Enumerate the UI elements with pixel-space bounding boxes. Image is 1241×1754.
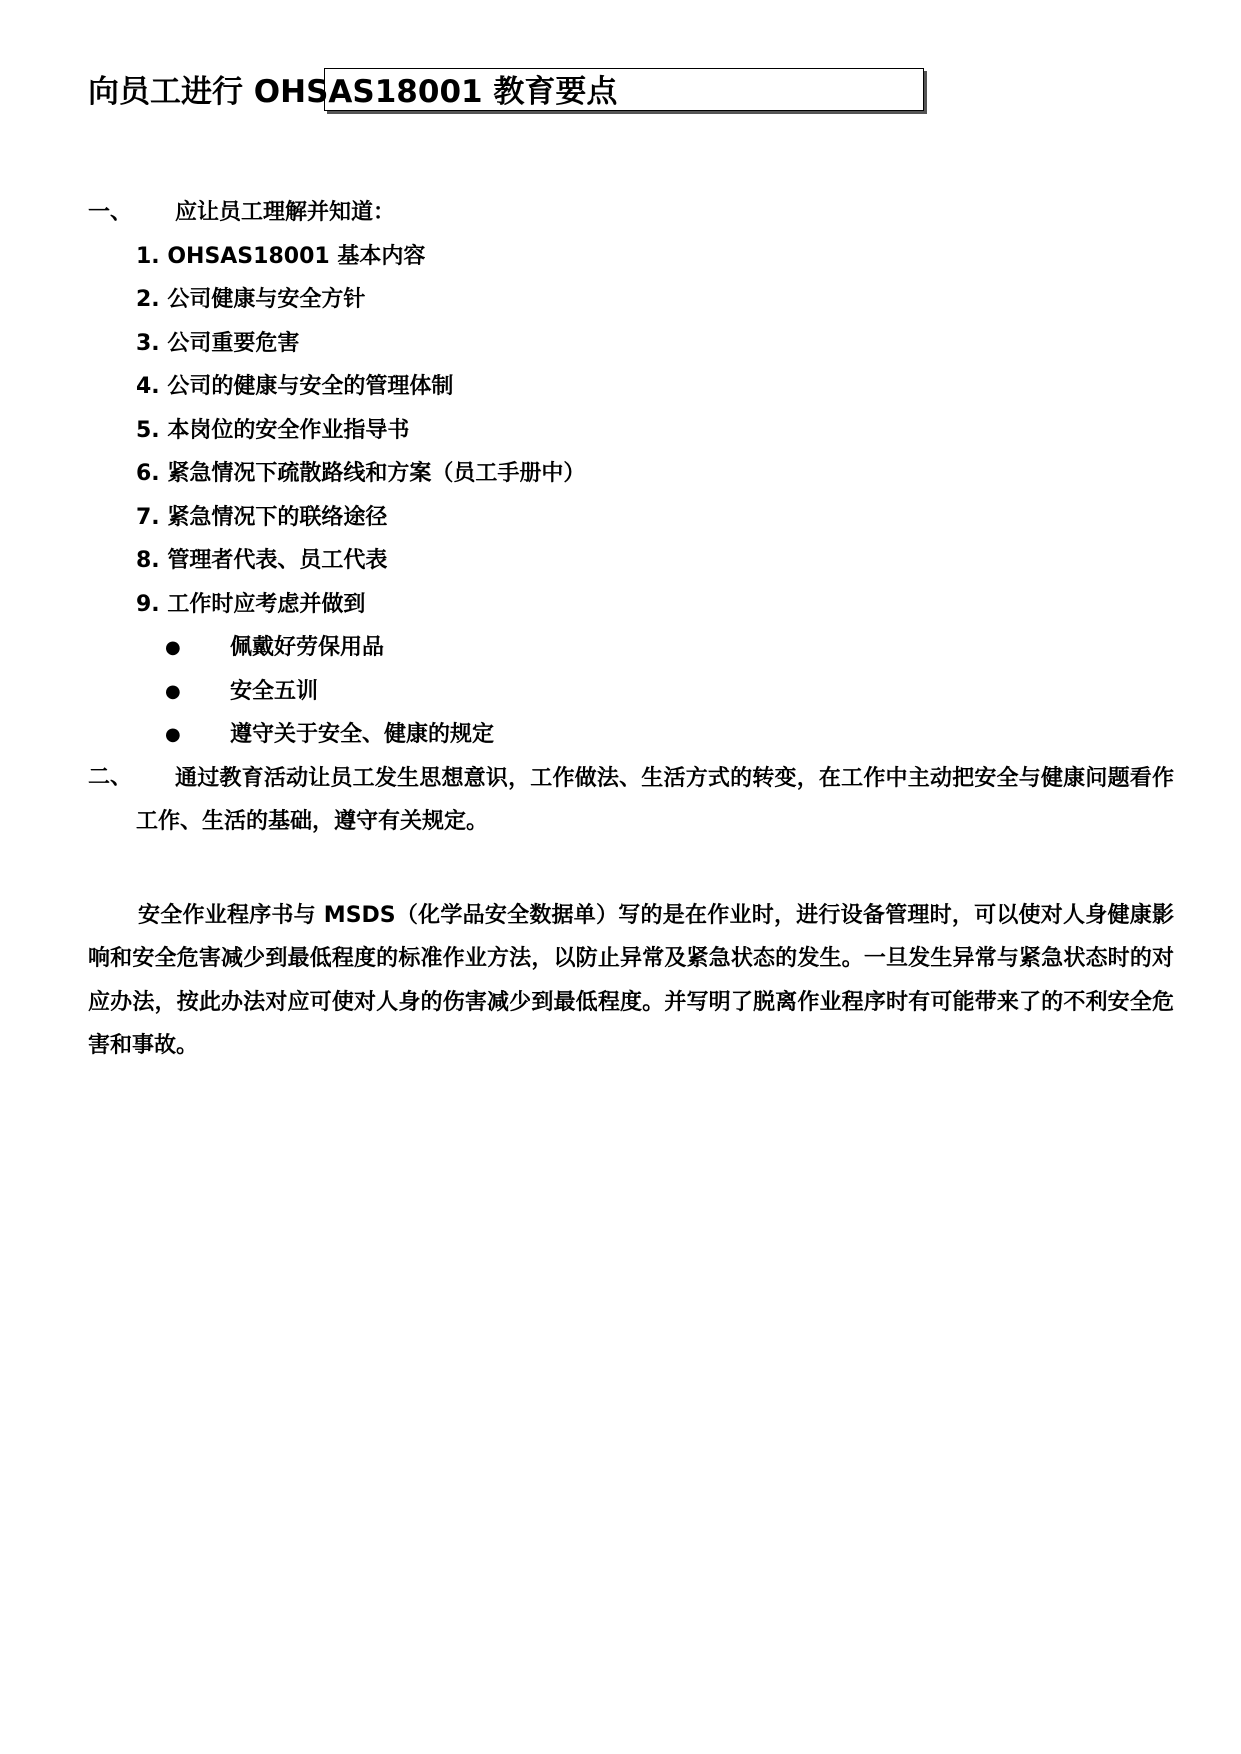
bullet-item: 佩戴好劳保用品: [230, 635, 385, 660]
list-item: 4. 公司的健康与安全的管理体制: [136, 374, 454, 399]
bullet-item: 遵守关于安全、健康的规定: [230, 722, 495, 747]
body-paragraph: 安全作业程序书与 MSDS（化学品安全数据单）写的是在作业时，进行设备管理时，可以使对人身健康影响和安全危害减少到最低程度的标准作业方法，以防止异常及紧急状态的发生。一旦发生异常与紧急状态时的对应办法，按此办法对应可使对人身的伤害减少到最低程度。并写明了脱离作业程序时有可能带来了的不利安全危害和事故。: [88, 903, 1174, 1058]
list-item: 8. 管理者代表、员工代表: [136, 548, 388, 573]
list-item: 2. 公司健康与安全方针: [136, 287, 366, 312]
page-title: 向员工进行 OHSAS18001 教育要点: [88, 74, 618, 110]
bullet-icon: ●: [165, 637, 181, 658]
list-item: 9. 工作时应考虑并做到: [136, 592, 366, 617]
bullet-icon: ●: [165, 724, 181, 745]
section-1-heading: 应让员工理解并知道：: [175, 200, 396, 225]
list-item: 5. 本岗位的安全作业指导书: [136, 418, 410, 443]
list-item: 7. 紧急情况下的联络途径: [136, 505, 388, 530]
section-2-text: 通过教育活动让员工发生思想意识，工作做法、生活方式的转变，在工作中主动把安全与健康问题看作工作、生活的基础，遵守有关规定。: [136, 766, 1174, 835]
list-item: 3. 公司重要危害: [136, 331, 300, 356]
list-item: 6. 紧急情况下疏散路线和方案（员工手册中）: [136, 461, 586, 486]
section-1-number: 一、: [88, 200, 133, 225]
section-2-number: 二、: [88, 765, 133, 790]
bullet-icon: ●: [165, 681, 181, 702]
bullet-item: 安全五训: [230, 679, 319, 704]
list-item: 1. OHSAS18001 基本内容: [136, 244, 426, 269]
